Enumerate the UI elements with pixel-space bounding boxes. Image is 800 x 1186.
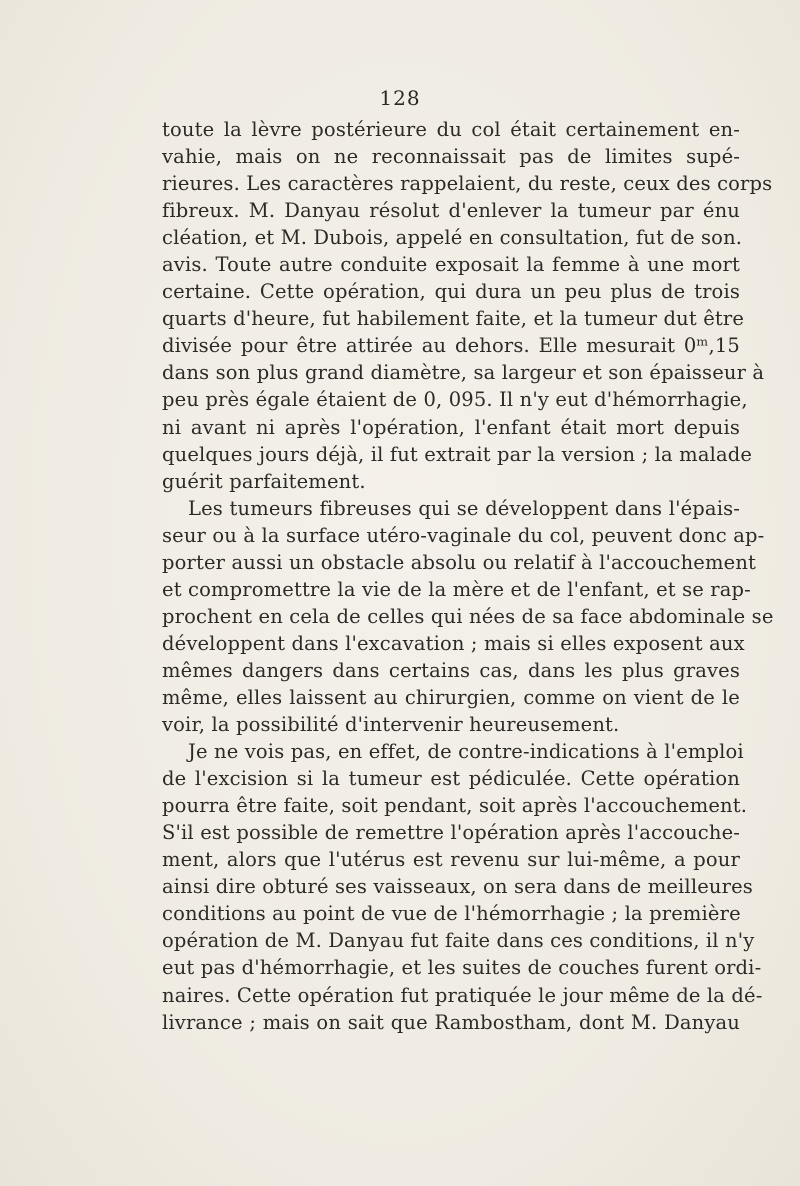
text-line: vahie, mais on ne reconnaissait pas de limites supé- bbox=[162, 145, 740, 169]
text-line: porter aussi un obstacle absolu ou relatif à l'accouchement bbox=[162, 550, 757, 574]
text-line: mêmes dangers dans certains cas, dans les plus graves bbox=[162, 658, 740, 682]
text-line: naires. Cette opération fut pratiquée le jour même de la dé- bbox=[162, 983, 763, 1007]
text-line: seur ou à la surface utéro-vaginale du col, peuvent donc ap- bbox=[162, 523, 765, 547]
text-line: certaine. Cette opération, qui dura un peu plus de trois bbox=[162, 280, 740, 304]
text-line: rieures. Les caractères rappelaient, du reste, ceux des corps bbox=[162, 172, 773, 196]
text-line: dans son plus grand diamètre, sa largeur et son épaisseur à bbox=[162, 361, 765, 385]
text-line: pourra être faite, soit pendant, soit après l'accouchement. bbox=[162, 794, 748, 818]
text-line: livrance ; mais on sait que Rambostham, dont M. Danyau bbox=[162, 1010, 740, 1034]
text-line: toute la lèvre postérieure du col était certainement en- bbox=[162, 118, 740, 141]
text-line: Les tumeurs fibreuses qui se développent dans l'épais- bbox=[188, 496, 740, 520]
text-line: fibreux. M. Danyau résolut d'enlever la tumeur par énu bbox=[162, 199, 740, 223]
text-line: conditions au point de vue de l'hémorrhagie ; la première bbox=[162, 902, 741, 926]
text-line: voir, la possibilité d'intervenir heureusement. bbox=[162, 713, 620, 737]
page-number: 128 bbox=[379, 86, 421, 110]
text-line: Je ne vois pas, en effet, de contre-indications à l'emploi bbox=[188, 740, 744, 764]
text-line: ment, alors que l'utérus est revenu sur lui-même, a pour bbox=[162, 848, 740, 872]
text-line: ainsi dire obturé ses vaisseaux, on sera dans de meilleures bbox=[162, 875, 753, 899]
text-line: peu près égale étaient de 0, 095. Il n'y eut d'hémorrhagie, bbox=[162, 388, 748, 412]
text-line: eut pas d'hémorrhagie, et les suites de couches furent ordi- bbox=[162, 956, 762, 980]
text-line: de l'excision si la tumeur est pédiculée. Cette opération bbox=[162, 767, 740, 791]
text-line: quelques jours déjà, il fut extrait par la version ; la malade bbox=[162, 442, 753, 466]
text-line: divisée pour être attirée au dehors. Elle mesurait 0ᵐ,15 bbox=[162, 334, 740, 358]
text-line: avis. Toute autre conduite exposait la femme à une mort bbox=[162, 253, 740, 277]
text-line: opération de M. Danyau fut faite dans ces conditions, il n'y bbox=[162, 929, 755, 953]
text-line: et compromettre la vie de la mère et de l'enfant, et se rap- bbox=[162, 577, 751, 601]
text-line: cléation, et M. Dubois, appelé en consultation, fut de son. bbox=[162, 226, 743, 250]
text-line: guérit parfaitement. bbox=[162, 469, 366, 493]
text-line: ni avant ni après l'opération, l'enfant était mort depuis bbox=[162, 415, 740, 439]
text-line: développent dans l'excavation ; mais si elles exposent aux bbox=[162, 631, 745, 655]
text-line: même, elles laissent au chirurgien, comme on vient de le bbox=[162, 685, 740, 709]
text-line: prochent en cela de celles qui nées de sa face abdominale se bbox=[162, 604, 774, 628]
body-text bbox=[162, 116, 774, 1036]
text-line: S'il est possible de remettre l'opération après l'accouche- bbox=[162, 821, 740, 845]
text-line: quarts d'heure, fut habilement faite, et la tumeur dut être bbox=[162, 307, 745, 331]
